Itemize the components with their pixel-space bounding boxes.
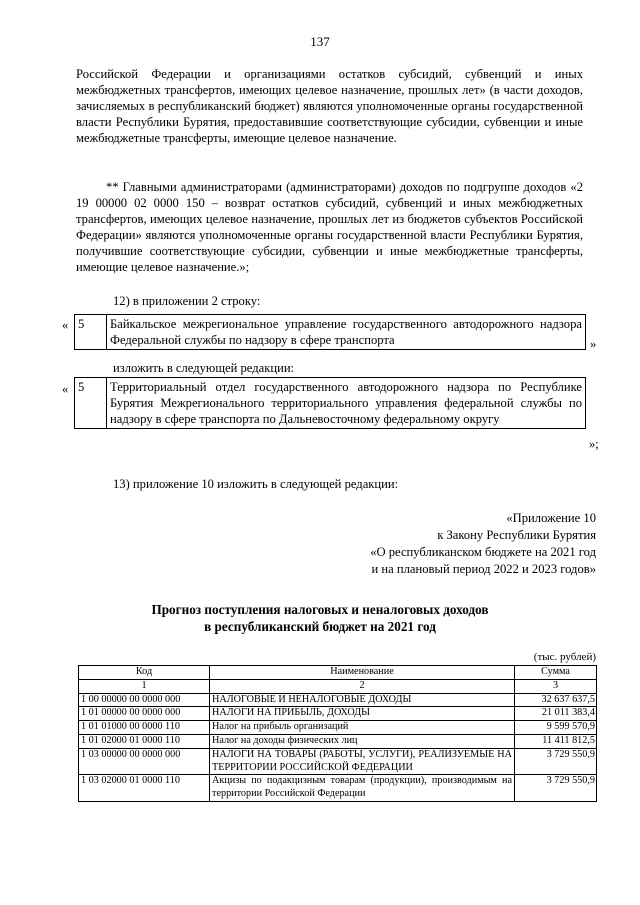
table-header-row xyxy=(79,666,597,680)
row-code: 1 00 00000 00 0000 000 xyxy=(79,693,210,707)
row-sum: 3 729 550,9 xyxy=(515,748,597,775)
old-row-open-quote: « xyxy=(62,318,69,332)
header-code: Код xyxy=(79,666,210,680)
replace-label: изложить в следующей редакции: xyxy=(113,361,295,375)
row-code: 1 03 02000 01 0000 110 xyxy=(79,775,210,802)
row-sum: 11 411 812,5 xyxy=(515,734,597,748)
row-name: Налог на прибыль организаций xyxy=(210,721,515,735)
row-code: 1 03 00000 00 0000 000 xyxy=(79,748,210,775)
revenue-table xyxy=(78,665,597,802)
new-row-open-quote: « xyxy=(62,382,69,396)
row-sum: 21 011 383,4 xyxy=(515,707,597,721)
table-row xyxy=(79,748,597,775)
page-number: 137 xyxy=(310,34,330,49)
new-row-table xyxy=(74,377,586,429)
column-number: 2 xyxy=(210,679,515,693)
column-number: 3 xyxy=(515,679,597,693)
table-row xyxy=(79,775,597,802)
old-row-text: Байкальское межрегиональное управление государственного автодорожного надзора Федеральной службы по надзору в сфере транспорта xyxy=(107,315,586,350)
row-name: НАЛОГИ НА ТОВАРЫ (РАБОТЫ, УСЛУГИ), РЕАЛИЗУЕМЫЕ НА ТЕРРИТОРИИ РОССИЙСКОЙ ФЕДЕРАЦИИ xyxy=(210,748,515,775)
column-number: 1 xyxy=(79,679,210,693)
row-sum: 3 729 550,9 xyxy=(515,775,597,802)
row-name: Акцизы по подакцизным товарам (продукции), производимым на территории Российской Федерации xyxy=(210,775,515,802)
row-name: Налог на доходы физических лиц xyxy=(210,734,515,748)
table-title-line-2: в республиканский бюджет на 2021 год xyxy=(204,618,436,634)
item-12-heading: 12) в приложении 2 строку: xyxy=(113,294,261,308)
row-name: НАЛОГОВЫЕ И НЕНАЛОГОВЫЕ ДОХОДЫ xyxy=(210,693,515,707)
new-row-text: Территориальный отдел государственного автодорожного надзора по Республике Бурятия Межрегионального территориального управления федеральной службы по надзору в сфере транспорта по Дальневосточному федеральному округу xyxy=(107,378,586,429)
paragraph-admin-2: ** Главными администраторами (администраторами) доходов по подгруппе доходов «2 19 00000 02 0000 150 – возврат остатков субсидий, субвенций и иных межбюджетных трансфертов, имеющих целевое назначение, прошлых лет из бюджетов субъектов Российской Федерации» являются уполномоченные органы государственной власти Республики Бурятия, получившие соответствующие субсидии, субвенции и иные межбюджетные трансферты, имеющие целевое назначение.»; xyxy=(76,180,583,275)
old-row-table xyxy=(74,314,586,350)
row-sum: 32 637 637,5 xyxy=(515,693,597,707)
old-row-close-quote: » xyxy=(590,337,597,351)
item-13-heading: 13) приложение 10 изложить в следующей редакции: xyxy=(113,477,399,491)
paragraph-admin-1: Российской Федерации и организациями остатков субсидий, субвенций и иных межбюджетных трансфертов, имеющих целевое назначение, прошлых лет» (в части доходов, зачисляемых в республиканский бюджет) являются уполномоченные органы государственной власти Республики Бурятия, предоставившие соответствующие субсидии, субвенции и иные межбюджетные трансферты, имеющие целевое назначение. xyxy=(76,67,583,146)
header-name: Наименование xyxy=(210,666,515,680)
table-row xyxy=(79,707,597,721)
table-row xyxy=(79,721,597,735)
appendix-line-4: и на плановый период 2022 и 2023 годов» xyxy=(371,562,596,576)
row-code: 1 01 02000 01 0000 110 xyxy=(79,734,210,748)
table-number-row xyxy=(79,679,597,693)
table-title xyxy=(0,602,640,635)
row-code: 1 01 00000 00 0000 000 xyxy=(79,707,210,721)
new-row-code: 5 xyxy=(75,378,107,429)
row-code: 1 01 01000 00 0000 110 xyxy=(79,721,210,735)
appendix-line-1: «Приложение 10 xyxy=(506,511,596,525)
header-sum: Сумма xyxy=(515,666,597,680)
row-sum: 9 599 570,9 xyxy=(515,721,597,735)
table-row xyxy=(79,734,597,748)
appendix-line-2: к Закону Республики Бурятия xyxy=(437,528,596,542)
row-name: НАЛОГИ НА ПРИБЫЛЬ, ДОХОДЫ xyxy=(210,707,515,721)
units-label: (тыс. рублей) xyxy=(533,651,596,663)
table-title-line-1: Прогноз поступления налоговых и неналоговых доходов xyxy=(151,602,489,617)
table-row xyxy=(79,693,597,707)
old-row-code: 5 xyxy=(75,315,107,350)
appendix-line-3: «О республиканском бюджете на 2021 год xyxy=(370,545,596,559)
new-row-close-quote: »; xyxy=(589,437,599,451)
